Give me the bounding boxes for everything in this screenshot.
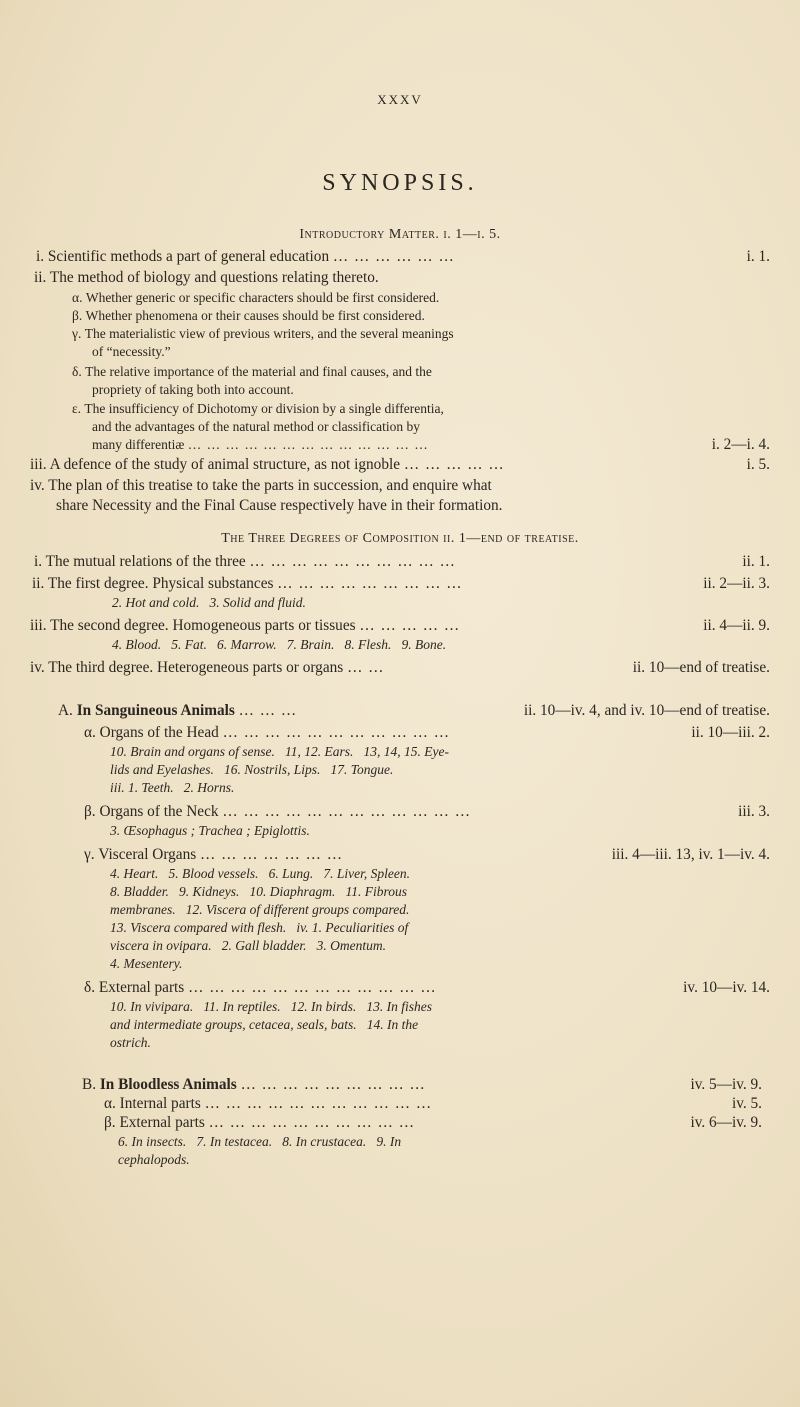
page-number: XXXV: [377, 92, 423, 107]
visceral-organs: γ. Visceral Organs … … … … … … …: [84, 846, 344, 863]
intro-item-2b: β. Whether phenomena or their causes should be first considered.: [72, 308, 425, 323]
degree-item-3-ref: ii. 4—ii. 9.: [703, 617, 770, 634]
intro-item-3: iii. A defence of the study of animal structure, as not ignoble … … … … …: [30, 456, 505, 473]
visceral-sub-6: 4. Mesentery.: [110, 956, 183, 971]
bloodless-external-parts-ref: iv. 6—iv. 9.: [690, 1114, 762, 1131]
visceral-sub-1: 4. Heart. 5. Blood vessels. 6. Lung. 7. Liver, Spleen.: [110, 866, 410, 881]
visceral-sub-3: membranes. 12. Viscera of different groups compared.: [110, 902, 410, 917]
external-sub-1: 10. In vivipara. 11. In reptiles. 12. In birds. 13. In fishes: [110, 999, 432, 1014]
intro-item-2e: ε. The insufficiency of Dichotomy or division by a single differentia,: [72, 401, 444, 416]
section-a-ref: ii. 10—iv. 4, and iv. 10—end of treatise.: [523, 702, 770, 719]
head-sub-1: 10. Brain and organs of sense. 11, 12. Ears. 13, 14, 15. Eye-: [110, 744, 449, 759]
degree-item-2: ii. The first degree. Physical substances … … … … … … … … …: [32, 575, 463, 592]
intro-item-3-ref: i. 5.: [746, 456, 770, 473]
head-organs-ref: ii. 10—iii. 2.: [691, 724, 770, 741]
intro-item-2a: α. Whether generic or specific characters should be first considered.: [72, 290, 440, 305]
head-sub-3: iii. 1. Teeth. 2. Horns.: [110, 780, 235, 795]
degree-item-1: i. The mutual relations of the three … … … … … … … … … …: [34, 553, 456, 570]
neck-sub-1: 3. Œsophagus ; Trachea ; Epiglottis.: [110, 823, 310, 838]
intro-item-1-ref: i. 1.: [746, 248, 770, 265]
external-sub-3: ostrich.: [110, 1035, 151, 1050]
degree-item-3: iii. The second degree. Homogeneous parts or tissues … … … … …: [30, 617, 461, 634]
section-b-ref: iv. 5—iv. 9.: [690, 1076, 762, 1093]
intro-item-2d-cont: propriety of taking both into account.: [92, 382, 294, 397]
intro-item-1: i. Scientific methods a part of general education … … … … … …: [36, 248, 455, 265]
neck-organs-ref: iii. 3.: [738, 803, 770, 820]
degree-item-2-sub: 2. Hot and cold. 3. Solid and fluid.: [112, 595, 306, 610]
intro-item-2d: δ. The relative importance of the material and final causes, and the: [72, 364, 432, 379]
external-parts-ref: iv. 10—iv. 14.: [683, 979, 770, 996]
page-title: SYNOPSIS.: [322, 170, 478, 196]
bloodless-sub-1: 6. In insects. 7. In testacea. 8. In crustacea. 9. In: [118, 1134, 402, 1149]
degree-item-3-sub: 4. Blood. 5. Fat. 6. Marrow. 7. Brain. 8. Flesh. 9. Bone.: [112, 637, 447, 652]
intro-item-2c: γ. The materialistic view of previous writers, and the several meanings: [72, 326, 454, 341]
bloodless-external-parts: β. External parts … … … … … … … … … …: [104, 1114, 416, 1131]
internal-parts: α. Internal parts … … … … … … … … … … …: [104, 1095, 433, 1112]
head-organs: α. Organs of the Head … … … … … … … … … … …: [84, 724, 451, 741]
section-b-title: B. In Bloodless Animals … … … … … … … … …: [82, 1076, 426, 1093]
intro-item-4-cont: share Necessity and the Final Cause respectively have in their formation.: [56, 497, 503, 514]
degree-item-1-ref: ii. 1.: [742, 553, 770, 570]
intro-heading: Introductory Matter. i. 1—i. 5.: [299, 227, 501, 242]
bloodless-sub-2: cephalopods.: [118, 1152, 190, 1167]
intro-item-2e-cont2: many differentiæ … … … … … … … … … … … … …: [92, 437, 429, 452]
internal-parts-ref: iv. 5.: [731, 1095, 762, 1112]
degree-item-4: iv. The third degree. Heterogeneous parts or organs … …: [30, 659, 385, 676]
visceral-sub-5: viscera in ovipara. 2. Gall bladder. 3. Omentum.: [110, 938, 386, 953]
head-sub-2: lids and Eyelashes. 16. Nostrils, Lips. 17. Tongue.: [110, 762, 394, 777]
external-sub-2: and intermediate groups, cetacea, seals, bats. 14. In the: [110, 1017, 419, 1032]
visceral-sub-2: 8. Bladder. 9. Kidneys. 10. Diaphragm. 11. Fibrous: [110, 884, 407, 899]
intro-item-2e-cont: and the advantages of the natural method or classification by: [92, 419, 421, 434]
neck-organs: β. Organs of the Neck … … … … … … … … … … … …: [84, 803, 471, 820]
intro-item-2: ii. The method of biology and questions relating thereto.: [34, 269, 379, 286]
intro-item-2c-cont: of “necessity.”: [92, 344, 171, 359]
degree-item-4-ref: ii. 10—end of treatise.: [632, 659, 770, 676]
degrees-heading: The Three Degrees of Composition ii. 1—end of treatise.: [221, 531, 579, 546]
visceral-sub-4: 13. Viscera compared with flesh. iv. 1. Peculiarities of: [110, 920, 409, 935]
external-parts: δ. External parts … … … … … … … … … … … …: [84, 979, 437, 996]
degree-item-2-ref: ii. 2—ii. 3.: [703, 575, 770, 592]
intro-item-4: iv. The plan of this treatise to take the parts in succession, and enquire what: [30, 477, 492, 494]
section-a-title: A. In Sanguineous Animals … … …: [58, 702, 298, 719]
visceral-organs-ref: iii. 4—iii. 13, iv. 1—iv. 4.: [611, 846, 770, 863]
intro-item-2e-ref: i. 2—i. 4.: [711, 436, 770, 453]
